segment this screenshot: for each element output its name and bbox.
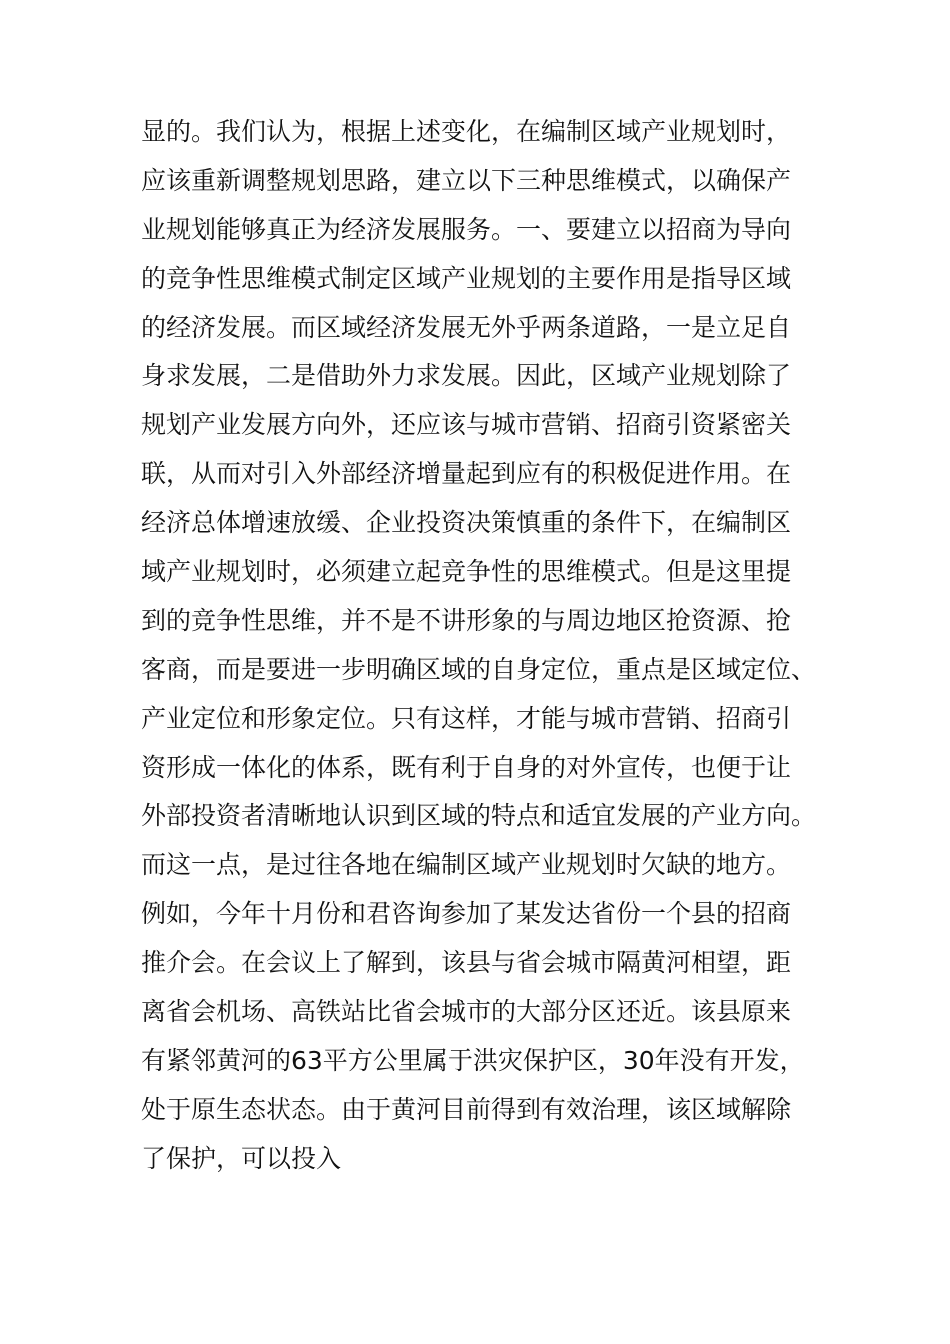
text-line: 的经济发展。而区域经济发展无外乎两条道路，一是立足自: [141, 312, 792, 342]
text-line: 离省会机场、高铁站比省会城市的大部分区还近。该县原来: [141, 997, 792, 1027]
text-line: 业规划能够真正为经济发展服务。一、要建立以招商为导向: [141, 214, 792, 244]
text-line: 了保护，可以投入: [141, 1143, 342, 1173]
text-line: 到的竞争性思维，并不是不讲形象的与周边地区抢资源、抢: [141, 605, 792, 635]
text-line: 经济总体增速放缓、企业投资决策慎重的条件下，在编制区: [141, 508, 792, 538]
text-line: 的竞争性思维模式制定区域产业规划的主要作用是指导区域: [141, 263, 792, 293]
text-line: 身求发展，二是借助外力求发展。因此，区域产业规划除了: [141, 361, 792, 391]
text-line: 资形成一体化的体系，既有利于自身的对外宣传，也便于让: [141, 752, 792, 782]
text-line: 有紧邻黄河的63平方公里属于洪灾保护区，30年没有开发，: [141, 1045, 805, 1075]
text-line: 外部投资者清晰地认识到区域的特点和适宜发展的产业方向。: [141, 801, 817, 831]
text-line: 而这一点，是过往各地在编制区域产业规划时欠缺的地方。: [141, 850, 792, 880]
text-line: 联，从而对引入外部经济增量起到应有的积极促进作用。在: [141, 459, 792, 489]
text-line: 推介会。在会议上了解到，该县与省会城市隔黄河相望，距: [141, 948, 792, 978]
text-line: 规划产业发展方向外，还应该与城市营销、招商引资紧密关: [141, 410, 792, 440]
text-line: 应该重新调整规划思路，建立以下三种思维模式，以确保产: [141, 165, 792, 195]
text-line: 产业定位和形象定位。只有这样，才能与城市营销、招商引: [141, 703, 792, 733]
text-line: 例如，今年十月份和君咨询参加了某发达省份一个县的招商: [141, 899, 792, 929]
text-line: 客商，而是要进一步明确区域的自身定位，重点是区域定位、: [141, 654, 817, 684]
text-line: 显的。我们认为，根据上述变化，在编制区域产业规划时，: [141, 117, 792, 146]
text-line: 域产业规划时，必须建立起竞争性的思维模式。但是这里提: [141, 557, 792, 587]
text-line: 处于原生态状态。由于黄河目前得到有效治理，该区域解除: [141, 1094, 792, 1124]
body-text: [141, 108, 821, 1184]
